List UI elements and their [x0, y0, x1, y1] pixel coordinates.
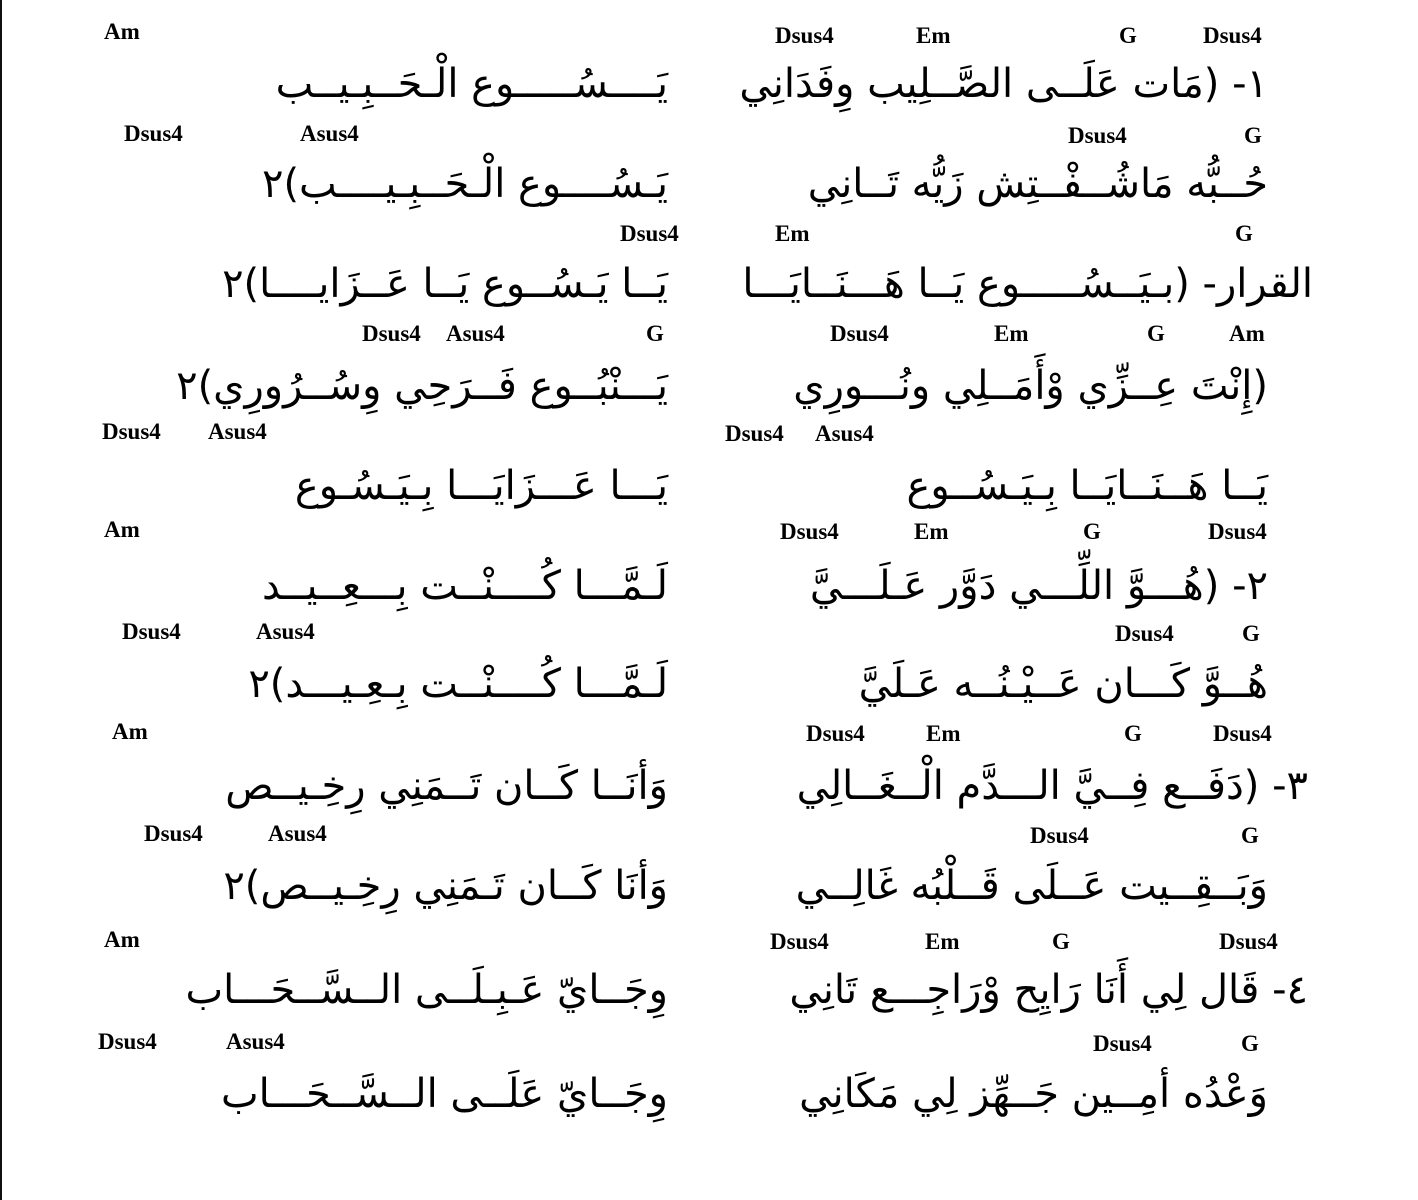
- chord: Dsus4: [780, 519, 839, 544]
- lyric-line-right: ٣- (دَفَــع فِــيَّ الـــدَّم الْــغَــالِي: [796, 763, 1308, 809]
- chord: Dsus4: [830, 321, 889, 346]
- lyric-line-left: يَـــا عَـــزَايَـــا بِـيَـسُـوع: [294, 463, 668, 509]
- chord: Dsus4: [1068, 123, 1127, 148]
- lyric-line-left: يَــــسُـــــوع الْـحَــبِـيــب: [275, 61, 668, 107]
- chord: Dsus4: [98, 1029, 157, 1054]
- lyric-line-right: يَــا هَــنَــايَــا بِـيَـسُــوع: [906, 463, 1268, 509]
- chord: Dsus4: [124, 121, 183, 146]
- lyric-line-right: وَبَــقِــيت عَــلَى قَــلْبُه غَالِــي: [795, 863, 1268, 909]
- lyric-line-right: حُــبُّه مَاشُــفْــتِش زَيُّه تَــانِي: [807, 161, 1268, 207]
- chord: Asus4: [446, 321, 505, 346]
- chord: Am: [104, 19, 140, 44]
- lyric-line-right: القرار- (بـيَــسُـــــوع يَــا هَـــنَــايَـــا: [742, 261, 1313, 307]
- chord: Dsus4: [1030, 823, 1089, 848]
- chord: G: [646, 321, 664, 346]
- chord: Em: [775, 221, 810, 246]
- lyric-line-left: لَـمَّـــا كُــــنْــت بِـــعِــيــد: [261, 563, 668, 609]
- lyric-line-right: (إِنْتَ عِــزِّي وْأَمَــلِي ونُـــورِي: [793, 363, 1268, 409]
- chord: Dsus4: [1115, 621, 1174, 646]
- chord: Am: [104, 927, 140, 952]
- chord: G: [1244, 123, 1262, 148]
- lyric-line-left: يَـسُــــوع الْـحَــبِـيــــب)٢: [261, 161, 668, 207]
- chord: Dsus4: [1093, 1031, 1152, 1056]
- chord: Asus4: [300, 121, 359, 146]
- chord: G: [1124, 721, 1142, 746]
- chord: Em: [926, 721, 961, 746]
- lyric-line-left: وِجَــايّ عَـبِـلَــى الــسَّــحَـــاب: [185, 967, 668, 1013]
- chord: Am: [112, 719, 148, 744]
- chord: Asus4: [256, 619, 315, 644]
- chord: G: [1235, 221, 1253, 246]
- chord: Em: [994, 321, 1029, 346]
- chord: Asus4: [268, 821, 327, 846]
- lyric-line-right: ١- (مَات عَلَــى الصَّــلِيب وِفَدَانِي: [739, 61, 1268, 107]
- lyric-line-left: يَــا يَـسُــوع يَــا عَــزَايــــا)٢: [222, 261, 668, 307]
- chord: Dsus4: [770, 929, 829, 954]
- chord: Asus4: [815, 421, 874, 446]
- chord: G: [1242, 621, 1260, 646]
- chord: Asus4: [226, 1029, 285, 1054]
- chord: Dsus4: [806, 721, 865, 746]
- lyric-line-right: وَعْدُه أمِــين جَــهِّز لِي مَكَانِي: [799, 1071, 1268, 1117]
- chord: Em: [914, 519, 949, 544]
- chord: Asus4: [208, 419, 267, 444]
- lyric-line-left: وَأنَــا كَــان تَــمَنِي رِخِـيــص: [225, 763, 668, 809]
- lyric-line-right: ٤- قَال لِي أَنَا رَايِح وْرَاجِـــع تَانِي: [789, 967, 1308, 1013]
- chord: G: [1147, 321, 1165, 346]
- chord: Dsus4: [122, 619, 181, 644]
- chord: Dsus4: [144, 821, 203, 846]
- chord: G: [1241, 1031, 1259, 1056]
- chord: Am: [104, 517, 140, 542]
- chord: G: [1052, 929, 1070, 954]
- chord: G: [1083, 519, 1101, 544]
- chord: Dsus4: [620, 221, 679, 246]
- chord: Dsus4: [775, 23, 834, 48]
- lyric-line-left: وَأنَا كَــان تَـمَنِي رِخِـيــص)٢: [223, 863, 668, 909]
- chord: Am: [1229, 321, 1265, 346]
- lyric-line-left: وِجَــايّ عَلَــى الــسَّــحَـــاب: [221, 1071, 668, 1117]
- chord: G: [1241, 823, 1259, 848]
- chord: Dsus4: [362, 321, 421, 346]
- chord: Dsus4: [102, 419, 161, 444]
- chord: Dsus4: [1219, 929, 1278, 954]
- chord: Em: [925, 929, 960, 954]
- chord: Dsus4: [1213, 721, 1272, 746]
- lyric-line-right: ٢- (هُـــوَّ اللِّـــي دَوَّر عَـلَـــيَّ: [809, 563, 1268, 609]
- lyric-line-left: لَـمَّـــا كُــــنْــت بِـعِـيـــد)٢: [248, 661, 668, 707]
- lyric-line-left: يَـــنْبُــوع فَــرَحِي وِسُــرُورِي)٢: [176, 363, 668, 409]
- chord: Dsus4: [1203, 23, 1262, 48]
- chord: G: [1119, 23, 1137, 48]
- chord: Dsus4: [1208, 519, 1267, 544]
- lyric-line-right: هُــوَّ كَـــان عَــيْـنُــه عَـلَيَّ: [858, 661, 1268, 707]
- chord: Em: [916, 23, 951, 48]
- chord: Dsus4: [725, 421, 784, 446]
